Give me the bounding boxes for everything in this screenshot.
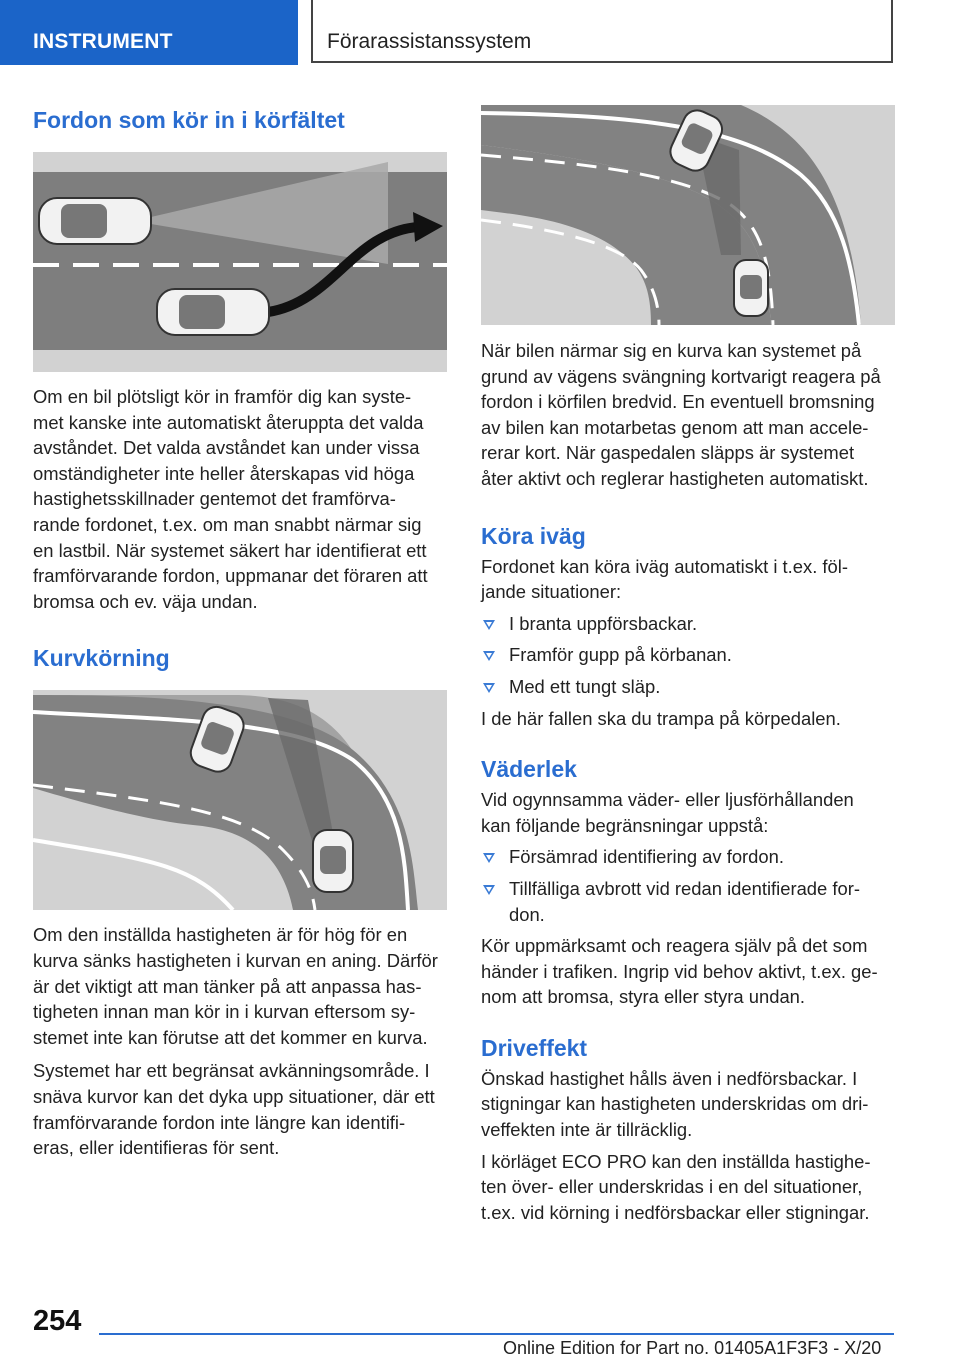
list-item: Försämrad identifiering av fordon.	[481, 844, 895, 870]
list-item: I branta uppförsbackar.	[481, 611, 895, 637]
chapter-tab	[311, 0, 893, 63]
heading-weather: Väderlek	[481, 756, 577, 783]
list-item: Tillfälliga avbrott vid redan identifierade for- don.	[481, 876, 895, 927]
triangle-bullet-icon	[483, 651, 495, 661]
heading-drive-power: Driveffekt	[481, 1034, 588, 1061]
paragraph-drive-power: Önskad hastighet hålls även i nedförsbackar. I stigningar kan hastigheten underskridas om dri- veffekten inte är tillräcklig.	[481, 1067, 869, 1141]
triangle-bullet-icon	[483, 853, 495, 863]
list-weather	[481, 844, 895, 927]
section-title: INSTRUMENT	[33, 30, 173, 53]
heading-curve-driving: Kurvkörning	[33, 645, 170, 672]
footer-divider	[99, 1333, 894, 1335]
adjacent-lane-illustration	[481, 105, 895, 325]
chapter-title: Förarassistanssystem	[327, 30, 532, 53]
triangle-bullet-icon	[483, 683, 495, 693]
curve-driving-illustration	[33, 690, 447, 910]
heading-lane-cut-in: Fordon som kör in i körfältet	[33, 107, 345, 133]
figure-lane-cut-in	[33, 152, 447, 372]
figure-adjacent-lane	[481, 105, 895, 325]
car-ahead-icon	[39, 198, 151, 244]
heading-drive-off: Köra iväg	[481, 522, 586, 549]
right-column	[481, 105, 895, 1225]
paragraph-weather: Vid ogynnsamma väder- eller ljusförhållanden kan följande begränsningar uppstå:	[481, 789, 854, 836]
adjacent-car-icon	[734, 260, 768, 316]
left-column	[33, 100, 447, 1161]
paragraph-curve-speed: Om den inställda hastigheten är för hög för en kurva sänks hastigheten i kurvan en aning. Därför är det viktigt att man tänker på att anpassa has- tigheten innan man kör in i kurvan eftersom sy- stemet inte kan förutse att det kommer en kurva.	[33, 924, 438, 1048]
edition-note: Online Edition for Part no. 01405A1F3F3 - X/20	[503, 1338, 882, 1358]
page-number: 254	[33, 1305, 82, 1337]
paragraph-press-pedal: I de här fallen ska du trampa på körpedalen.	[481, 707, 841, 729]
cutting-car-icon	[157, 289, 269, 335]
paragraph-attention: Kör uppmärksamt och reagera själv på det som händer i trafiken. Ingrip vid behov aktivt, t.ex. ge- nom att bromsa, styra eller styra undan.	[481, 935, 878, 1008]
triangle-bullet-icon	[483, 620, 495, 630]
list-item: Med ett tungt släp.	[481, 674, 895, 700]
paragraph-eco-pro: I körläget ECO PRO kan den inställda hastighe- ten över- eller underskridas i en del situationer, t.ex. vid körning i nedförsbackar eller stigningar.	[481, 1150, 871, 1223]
paragraph-cut-in: Om en bil plötsligt kör in framför dig kan syste- met kanske inte automatiskt återuppta det valda avståndet. Det valda avståndet kan under vissa omständigheter inte heller återskapas vid höga hastighetsskillnader gentemot det framförva- rande fordonet, t.ex. om man snabbt närmar sig en lastbil. När systemet säkert har identifierat ett framförvarande fordon, uppmanar det föraren att bromsa och ev. väja undan.	[33, 386, 428, 612]
car-in-curve-icon	[313, 830, 353, 892]
paragraph-drive-off: Fordonet kan köra iväg automatiskt i t.ex. föl- jande situationer:	[481, 555, 848, 603]
paragraph-detection-range: Systemet har ett begränsat avkänningsområde. I snäva kurvor kan det dyka upp situationer, där ett framförvarande fordon inte längre kan identifi- eras, eller identifieras för sent.	[33, 1060, 435, 1159]
list-drive-off	[481, 611, 895, 700]
lane-cut-in-illustration	[33, 152, 447, 372]
triangle-bullet-icon	[483, 885, 495, 895]
figure-curve-driving	[33, 690, 447, 910]
paragraph-adjacent-lane: När bilen närmar sig en kurva kan systemet på grund av vägens svängning kortvarigt reagera på fordon i körfilen bredvid. En eventuell bromsning av bilen kan motarbetas genom att man accele- rerar kort. När gaspedalen släpps är systemet åter aktivt och reglerar hastigheten automatiskt.	[481, 340, 881, 489]
list-item: Framför gupp på körbanan.	[481, 642, 895, 668]
section-tab	[0, 0, 298, 65]
